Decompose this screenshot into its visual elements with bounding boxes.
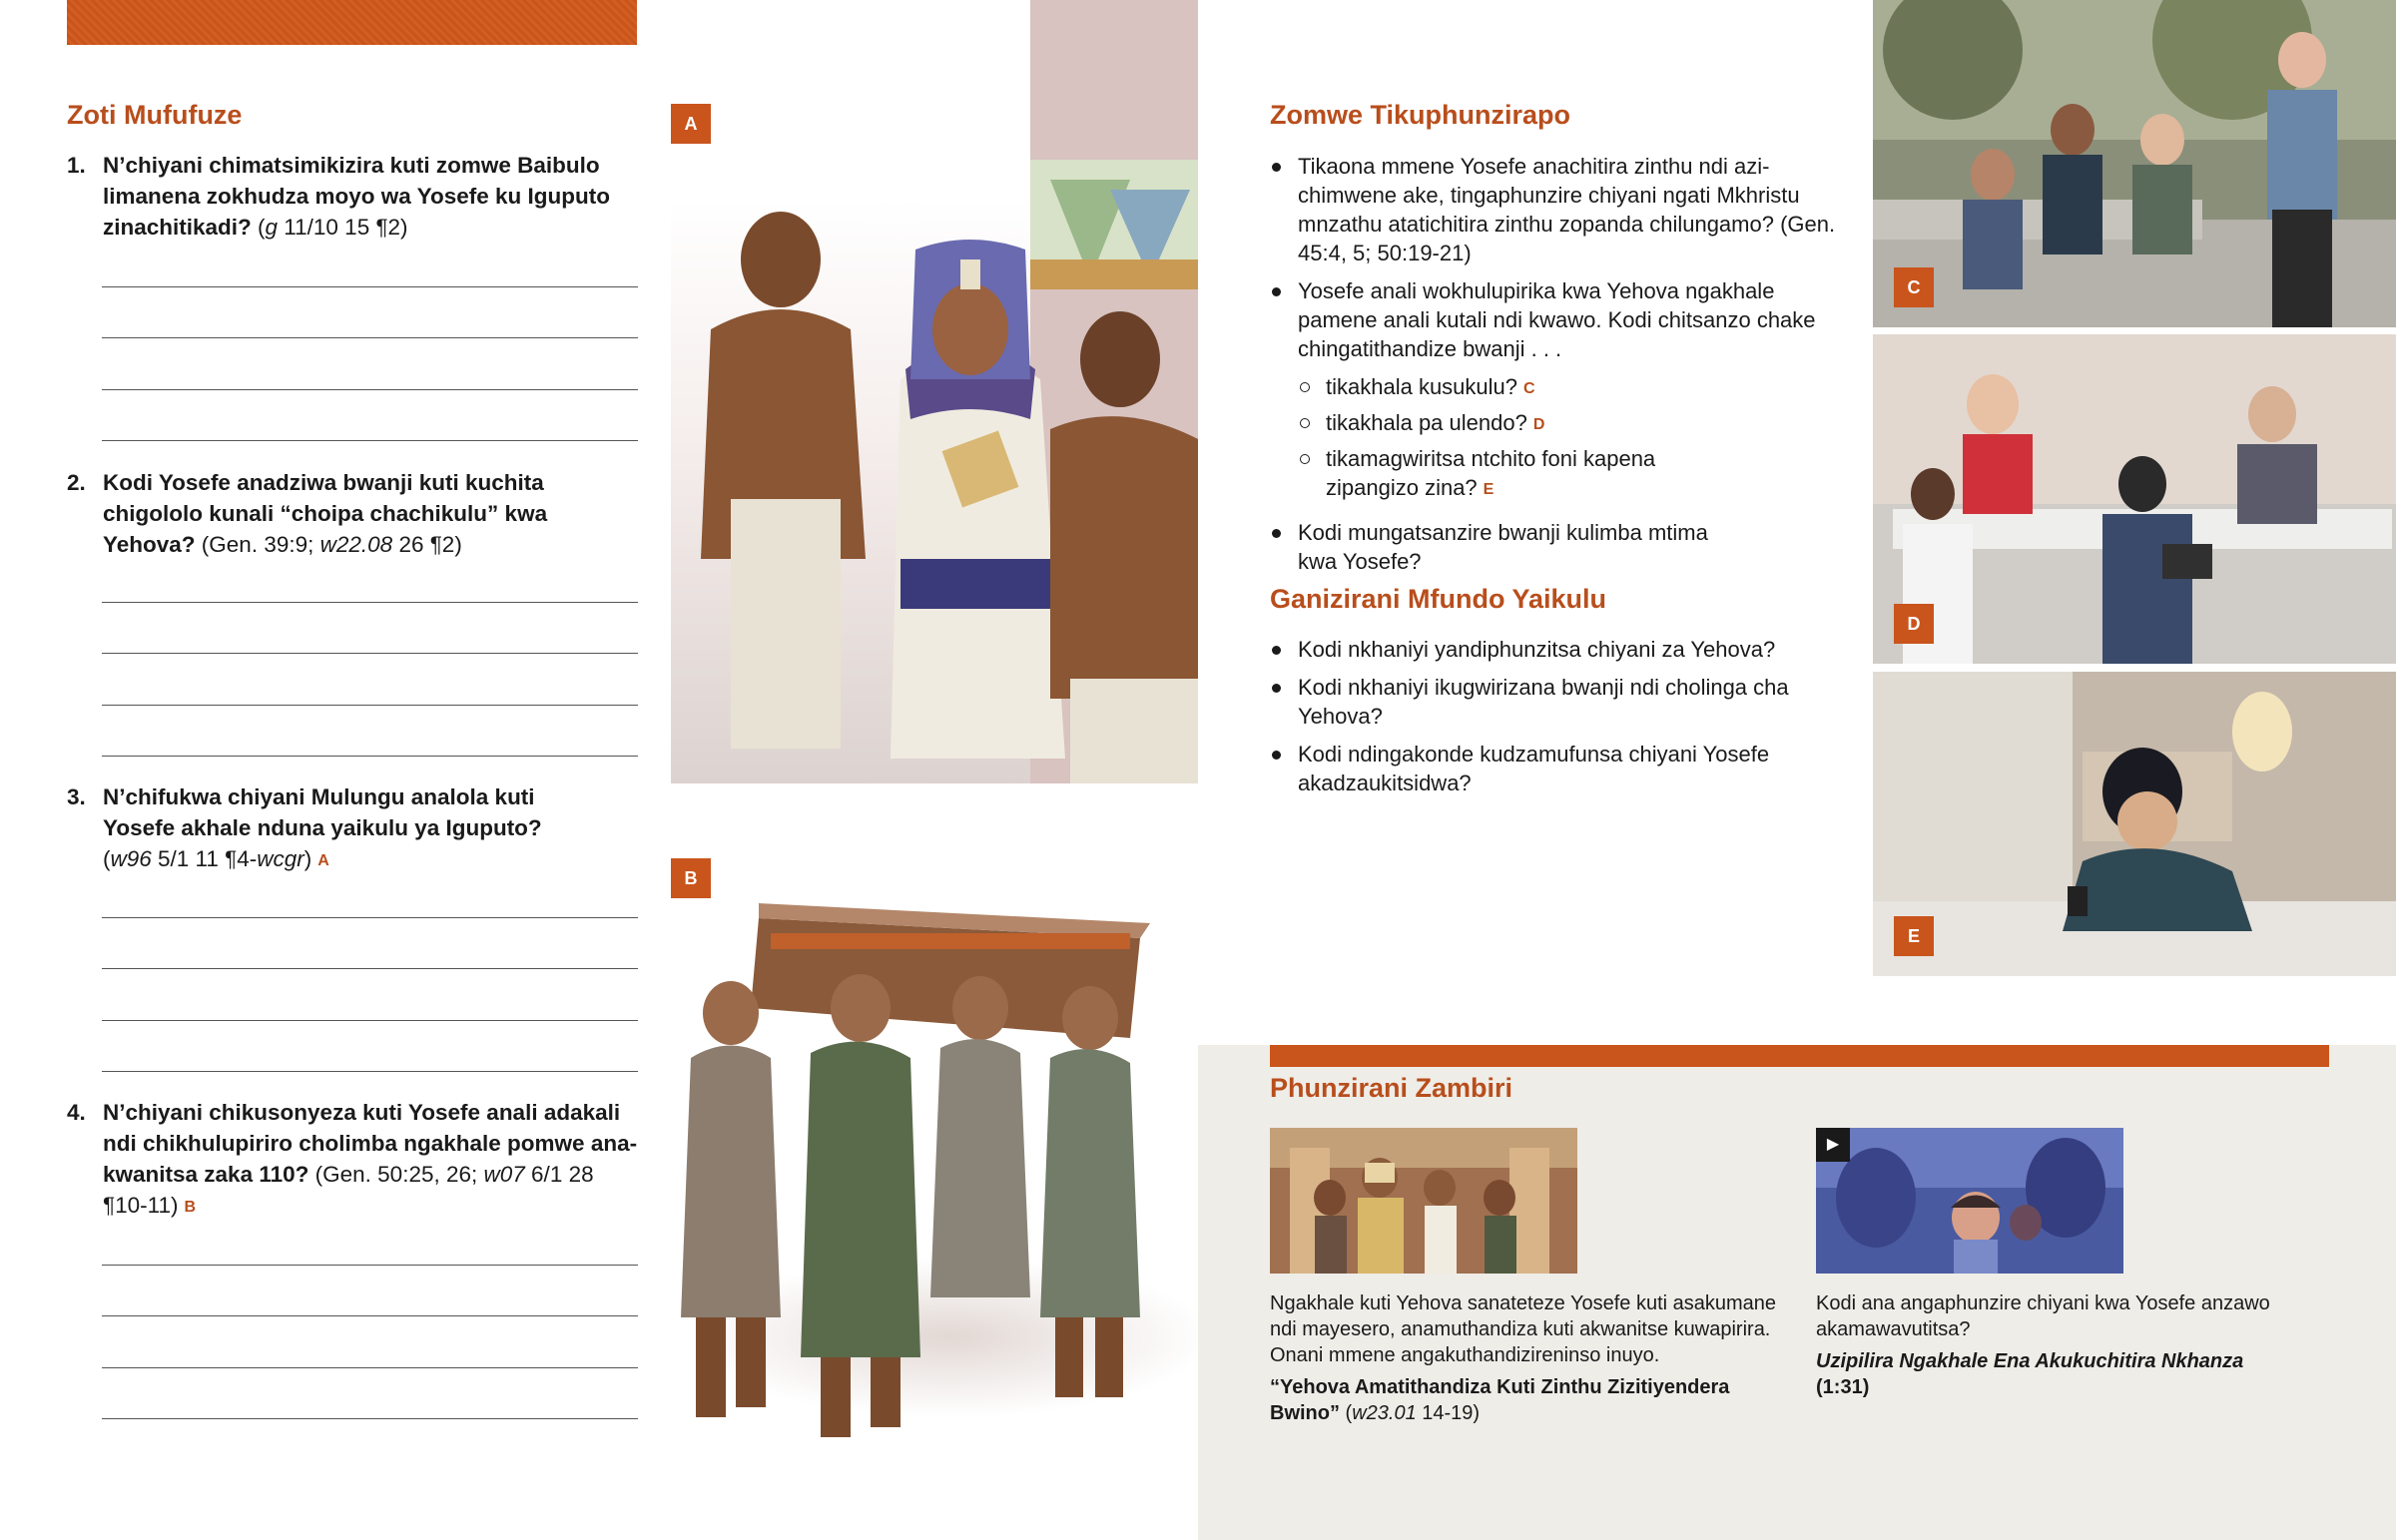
list-item: Kodi nkhaniyi ikugwirizana bwanji ndi cholinga cha Yehova? xyxy=(1270,673,1789,731)
illustration-ref-b: B xyxy=(184,1199,197,1216)
illustration-label-a: A xyxy=(671,104,711,144)
photo-travel-checkin xyxy=(1873,334,2396,664)
illustration-label-b: B xyxy=(671,858,711,898)
list-item: Kodi nkhaniyi yandiphunzitsa chiyani za Yehova? xyxy=(1270,635,1849,664)
learn-more-accent-bar xyxy=(1270,1045,2329,1067)
answer-lines[interactable] xyxy=(102,866,638,1072)
sub-list-item: tikakhala kusukulu? C xyxy=(1270,372,1849,403)
section-heading-learn-more: Phunzirani Zambiri xyxy=(1270,1073,1513,1103)
question-number: 3. xyxy=(67,784,86,809)
answer-lines[interactable] xyxy=(102,551,638,757)
question-3: 3. N’chifukwa chiyani Mulungu analola kuti Yosefe akhale nduna yaikulu ya Iguputo? (w96 5/1 11 ¶4-wcgr) A xyxy=(67,781,641,876)
photo-school-friends xyxy=(1873,0,2396,327)
play-icon[interactable]: ▶ xyxy=(1816,1128,1850,1162)
photo-phone-use xyxy=(1873,672,2396,976)
question-1: 1. N’chiyani chimatsimikizira kuti zomwe Baibulo limanena zokhudza moyo wa Yosefe ku Iguputo zinachitikadi? (g 11/10 15 ¶2) xyxy=(67,150,641,243)
illustration-joseph-egypt xyxy=(671,0,1198,783)
question-number: 2. xyxy=(67,470,86,495)
video-thumbnail-bullying[interactable] xyxy=(1816,1128,2123,1274)
video-1-title[interactable]: “Yehova Amatithandiza Kuti Zinthu Zizitiyendera Bwino” xyxy=(1270,1376,1730,1424)
question-2: 2. Kodi Yosefe anadziwa bwanji kuti kuchita chigololo kunali “choipa chachikulu” kwa Yehova? (Gen. 39:9; w22.08 26 ¶2) xyxy=(67,467,641,560)
video-1-title-line[interactable]: “Yehova Amatithandiza Kuti Zinthu Zizitiyendera Bwino” (w23.01 14-19) xyxy=(1270,1376,1730,1424)
list-item: Tikaona mmene Yosefe anachitira zinthu ndi azichimwene ake, tingaphunzire chiyani ngati Mkhristu mnzathu atatichitira zinthu zopanda chilungamo? (Gen. 45:4, 5; 50:19-21) xyxy=(1270,152,1849,267)
header-texture-bar xyxy=(67,0,637,45)
list-item: Kodi mungatsanzire bwanji kulimba mtima kwa Yosefe? xyxy=(1270,518,1749,576)
list-item: Yosefe anali wokhulupirika kwa Yehova ngakhale pamene anali kutali ndi kwawo. Kodi chitsanzo chake chingatithandize bwanji . . . xyxy=(1270,276,1849,363)
video-thumbnail-joseph[interactable] xyxy=(1270,1128,1577,1274)
question-text: N’chiyani chikusonyeza kuti Yosefe anali adakali ndi chikhulupiriro cholimba ngakhale pomwe anakwanitsa zaka 110? xyxy=(103,1100,638,1187)
question-number: 1. xyxy=(67,153,86,178)
section-heading-main-point: Ganizirani Mfundo Yaikulu xyxy=(1270,584,1607,614)
photo-ref-d: D xyxy=(1532,416,1545,433)
list-item: Kodi ndingakonde kudzamufunsa chiyani Yosefe akadzaukitsidwa? xyxy=(1270,740,1849,797)
question-text: N’chiyani chimatsimikizira kuti zomwe Baibulo limanena zokhudza moyo wa Yosefe ku Iguputo zinachitikadi? xyxy=(103,153,610,240)
question-number: 4. xyxy=(67,1100,86,1125)
video-2-title[interactable]: Uzipilira Ngakhale Ena Akukuchitira Nkhanza xyxy=(1816,1350,2244,1372)
section-heading-review: Zoti Mufufuze xyxy=(67,100,243,130)
answer-lines[interactable] xyxy=(102,1214,638,1419)
video-1-description: Ngakhale kuti Yehova sanateteze Yosefe kuti asakumane ndi mayesero, anamuthandiza kuti akwanitse kuwapirira. Onani mmene angakuthandizireninso inuyo. “Yehova Amatithandiza Kuti Zinthu Zizitiyendera Bwino” (w23.01 14-19) xyxy=(1270,1290,1789,1426)
photo-ref-c: C xyxy=(1523,380,1535,397)
question-text: Kodi Yosefe anadziwa bwanji kuti kuchita chigololo kunali “choipa chachikulu” kwa Yehova? xyxy=(103,470,548,557)
illustration-ref-a: A xyxy=(317,852,329,869)
photo-label-d: D xyxy=(1894,604,1934,644)
video-2-title-line[interactable] xyxy=(1816,1348,2275,1400)
sub-list-item: tikakhala pa ulendo? D xyxy=(1270,408,1849,439)
video-2-description: Kodi ana angaphunzire chiyani kwa Yosefe anzawo akamawavutitsa? Uzipilira Ngakhale Ena Akukuchitira Nkhanza (1:31) xyxy=(1816,1290,2275,1400)
illustration-carrying-coffin xyxy=(671,858,1198,1457)
video-2-duration: (1:31) xyxy=(1816,1376,1870,1398)
main-point-list xyxy=(1270,635,1849,806)
lessons-list xyxy=(1270,152,1849,585)
sub-list-item: tikamagwiritsa ntchito foni kapena zipangizo zina? E xyxy=(1270,444,1689,504)
question-4: 4. N’chiyani chikusonyeza kuti Yosefe anali adakali ndi chikhulupiriro cholimba ngakhale pomwe anakwanitsa zaka 110? (Gen. 50:25, 26; w07 6/1 28 ¶10-11) B xyxy=(67,1097,641,1223)
section-heading-lessons: Zomwe Tikuphunzirapo xyxy=(1270,100,1571,130)
question-text: N’chifukwa chiyani Mulungu analola kuti Yosefe akhale nduna yaikulu ya Iguputo? xyxy=(103,784,542,840)
answer-lines[interactable] xyxy=(102,236,638,441)
photo-ref-e: E xyxy=(1483,481,1495,498)
photo-label-e: E xyxy=(1894,916,1934,956)
photo-label-c: C xyxy=(1894,267,1934,307)
